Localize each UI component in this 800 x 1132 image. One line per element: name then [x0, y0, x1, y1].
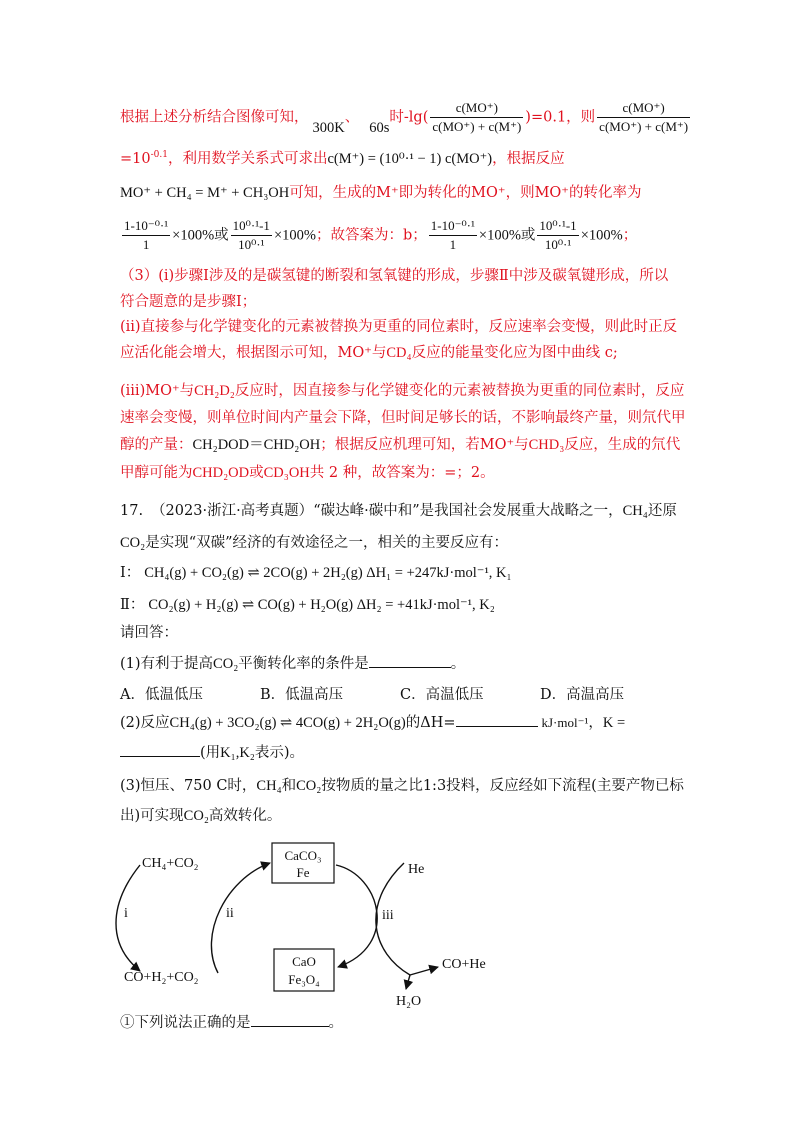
- answer-line-7: (ⅱ)直接参与化学键变化的元素被替换为更重的同位素时，反应速率会变慢，则此时正反: [120, 319, 678, 335]
- text: 根据上述分析结合图像可知，: [120, 109, 309, 126]
- formula: CD₄: [386, 345, 412, 361]
- unit: kJ·mol⁻¹: [541, 715, 589, 730]
- text: 反应时，因直接参与化学键变化的元素被替换为更重的同位素时，反应: [234, 383, 685, 399]
- text: ，利用数学关系式可求出: [167, 151, 328, 167]
- co-he-label: CO+He: [442, 957, 486, 972]
- option-a[interactable]: A．低温低压: [120, 687, 203, 703]
- box-bottom-line-2: Fe₃O₄: [288, 972, 320, 987]
- formula: CH₄: [256, 778, 282, 794]
- answer-line-8: [120, 342, 618, 364]
- text: ；故答案为：b；: [315, 227, 427, 244]
- text: ×100%: [580, 227, 623, 244]
- fraction: [429, 218, 477, 253]
- fraction-denominator: 10⁰·¹: [544, 237, 572, 252]
- fraction-numerator: 10⁰·¹-1: [231, 218, 272, 236]
- fraction: [122, 218, 170, 253]
- step-i-label: i: [124, 906, 128, 921]
- text: 时-lg(: [389, 109, 429, 126]
- answer-line-6: 符合题意的是步骤Ⅰ；: [120, 294, 257, 310]
- math-expression: CH₂DOD＝CHD₂OH: [192, 437, 321, 453]
- question-source: （2023·浙江·高考真题）: [151, 503, 314, 519]
- box-top-line-1: CaCO₃: [284, 848, 322, 863]
- text: 反应的能量变化应为图中曲线 c;: [411, 345, 618, 361]
- reaction-label: Ⅱ：: [120, 597, 145, 613]
- text: (ⅲ)MO⁺与: [120, 383, 195, 399]
- answer-line-3: [120, 182, 641, 204]
- reaction-equation: CO₂(g) + H₂(g) ⇌ CO(g) + H₂O(g) ΔH₂ = +41kJ·mol⁻¹, K₂: [148, 597, 495, 613]
- formula: CO₂: [183, 808, 209, 824]
- condition-time: 60s: [369, 119, 390, 136]
- fraction: [430, 100, 523, 135]
- formula: CO₂: [213, 656, 239, 672]
- sub-question-2-cont: [120, 742, 304, 764]
- question-number: 17.: [120, 503, 144, 519]
- text: =10: [120, 151, 151, 167]
- text: ①下列说法正确的是: [120, 1015, 251, 1031]
- option-b[interactable]: B．低温高压: [260, 687, 344, 703]
- math-expression: c(M⁺) = (10⁰·¹ − 1) c(MO⁺): [327, 151, 493, 167]
- text: “碳达峰·碳中和”是我国社会发展重大战略之一，: [313, 503, 623, 519]
- he-label: He: [408, 862, 425, 877]
- text: 的ΔH=: [405, 715, 456, 731]
- reaction-equation: CH₄(g) + CO₂(g) ⇌ 2CO(g) + 2H₂(g) ΔH₁ = +247kJ·mol⁻¹, K₁: [144, 565, 512, 581]
- fraction-denominator: c(MO⁺) + c(M⁺): [432, 119, 522, 134]
- text: 出)可实现: [120, 808, 184, 824]
- fraction-denominator: 1: [449, 237, 457, 252]
- fraction-numerator: 1-10⁻⁰·¹: [122, 218, 170, 236]
- text: ；根据反应机理可知，若MO⁺与: [320, 437, 529, 453]
- answer-blank[interactable]: [369, 653, 451, 668]
- arrow-step-i: [116, 865, 140, 971]
- question-17-line-2: [120, 532, 508, 554]
- answer-blank[interactable]: [251, 1012, 329, 1027]
- answer-line-10: 速率会变慢，则单位时间内产量会下降，但时间足够长的话，不影响最终产量，则氘代甲: [120, 410, 686, 426]
- text: (1)有利于提高: [120, 656, 214, 672]
- fraction-numerator: c(MO⁺): [430, 100, 523, 118]
- text: 和: [281, 778, 297, 794]
- answer-line-2: [120, 148, 565, 170]
- product-left-label: CO+H₂+CO₂: [124, 970, 199, 985]
- h2o-label: H₂O: [396, 994, 422, 1009]
- fraction-numerator: 10⁰·¹-1: [537, 218, 578, 236]
- sub-question-1: [120, 653, 465, 675]
- formula: CHD₂OD: [192, 465, 250, 481]
- fraction-denominator: 10⁰·¹: [238, 237, 265, 252]
- answer-line-1: [120, 100, 692, 135]
- answer-blank[interactable]: [456, 712, 538, 727]
- arrow-to-fe3o4: [336, 865, 377, 967]
- text: 表示)。: [254, 745, 305, 761]
- text: ；: [622, 227, 638, 244]
- text: 甲醇可能为: [120, 465, 193, 481]
- fraction: [537, 218, 578, 253]
- text: 是实现“双碳”经济的有效途径之一，相关的主要反应有：: [145, 535, 509, 551]
- prompt: 请回答：: [120, 625, 178, 641]
- answer-line-4: [120, 218, 637, 253]
- text: (用: [200, 745, 221, 761]
- text: 可知，生成的M⁺即为转化的MO⁺，则MO⁺的转化率为: [289, 185, 642, 201]
- sub-question-3: [120, 775, 684, 797]
- step-ii-label: ii: [226, 906, 234, 921]
- answer-line-9: [120, 380, 684, 402]
- fraction-denominator: c(MO⁺) + c(M⁺): [599, 119, 689, 134]
- reaction-equation: MO⁺ + CH₄ = M⁺ + CH₃OH: [120, 185, 290, 201]
- text: 醇的产量：: [120, 437, 193, 453]
- text: ×100%: [273, 227, 316, 244]
- formula: CO₂: [120, 535, 146, 551]
- text: 按物质的量之比1:3投料，反应经如下流程(主要产物已标: [321, 778, 684, 794]
- text: 。: [328, 1015, 343, 1031]
- text: 应活化能会增大，根据图示可知，MO⁺与: [120, 345, 387, 361]
- formula: CH₄: [622, 503, 648, 519]
- sub-question-3-1: [120, 1012, 343, 1034]
- sub-question-2: [120, 712, 625, 734]
- reactant-label: CH₄+CO₂: [142, 856, 199, 871]
- text: 反应，生成的氘代: [564, 437, 681, 453]
- text: ×100%或: [478, 227, 536, 244]
- text: 或: [249, 465, 264, 481]
- arrow-step-ii: [211, 863, 270, 973]
- fraction-numerator: c(MO⁺): [597, 100, 690, 118]
- text: ，根据反应: [492, 151, 565, 167]
- fraction: [231, 218, 272, 253]
- fraction-denominator: 1: [142, 237, 150, 252]
- text: 还原: [647, 503, 677, 519]
- question-17-line-1: [120, 500, 677, 522]
- formula: CO₂: [296, 778, 322, 794]
- fraction: [597, 100, 690, 135]
- reaction-2: [120, 594, 495, 616]
- text: ×100%或: [172, 227, 229, 244]
- option-d[interactable]: D．高温高压: [540, 687, 625, 703]
- formula: K₁,K₂: [220, 745, 255, 761]
- option-c[interactable]: C．高温低压: [400, 687, 484, 703]
- text: )=0.1，则: [525, 109, 596, 126]
- answer-line-12: [120, 462, 495, 484]
- sub-question-3-cont: [120, 805, 281, 827]
- text: 。: [450, 656, 466, 672]
- text: 、: [344, 109, 360, 126]
- text: (3)恒压、750 C时，: [120, 778, 257, 794]
- answer-line-5: （3）(ⅰ)步骤Ⅰ涉及的是碳氢键的断裂和氢氧键的形成，步骤Ⅱ中涉及碳氧键形成，所以: [120, 268, 669, 284]
- fraction-numerator: 1-10⁻⁰·¹: [429, 218, 477, 236]
- answer-line-11: [120, 434, 680, 456]
- exponent: -0.1: [150, 150, 168, 161]
- formula: CD₃OH: [263, 465, 310, 481]
- text: 高效转化。: [208, 808, 282, 824]
- box-bottom-line-1: CaO: [292, 954, 316, 969]
- answer-blank[interactable]: [120, 742, 200, 757]
- text: 共 2 种，故答案为：=；2。: [309, 465, 495, 481]
- text: (2)反应: [120, 715, 170, 731]
- reaction-label: Ⅰ：: [120, 565, 141, 581]
- condition-temp: 300K: [312, 119, 345, 136]
- reaction-1: [120, 562, 512, 584]
- step-iii-label: iii: [382, 908, 394, 923]
- formula: CH₂D₂: [194, 383, 235, 399]
- box-top-line-2: Fe: [296, 865, 310, 880]
- reaction-equation: CH₄(g) + 3CO₂(g) ⇌ 4CO(g) + 2H₂O(g): [169, 715, 406, 731]
- process-flow-diagram: [110, 835, 550, 1010]
- arrow-co-he: [410, 967, 438, 975]
- arrow-h2o: [406, 975, 410, 989]
- formula: CHD₃: [528, 437, 565, 453]
- text: ，K =: [588, 715, 626, 731]
- text: 平衡转化率的条件是: [238, 656, 369, 672]
